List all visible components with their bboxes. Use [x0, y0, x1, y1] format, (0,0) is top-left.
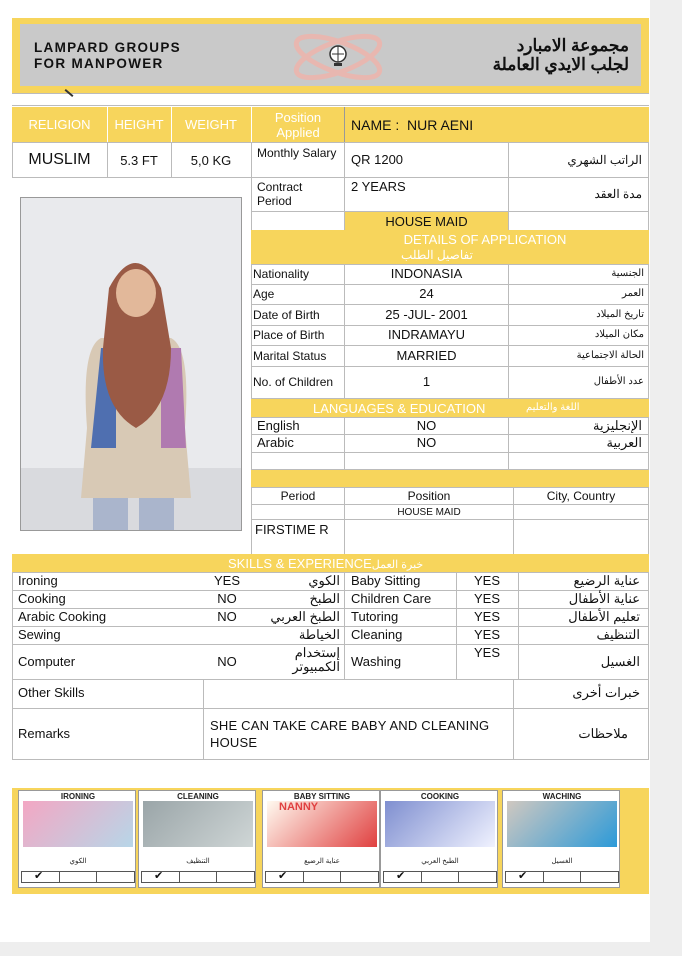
skill-value: YES — [473, 645, 500, 660]
skill-card-cooking — [380, 790, 498, 888]
exp-period-label: Period — [280, 489, 316, 503]
detail-ar: مكان الميلاد — [594, 329, 644, 340]
languages-title-ar: اللغة والتعليم — [526, 402, 580, 413]
checkbox-cell[interactable] — [459, 872, 496, 882]
applicant-photo — [20, 197, 242, 531]
experience-spacer — [251, 470, 649, 487]
skill-card-title: IRONING — [60, 792, 96, 801]
exp-period-value: FIRSTIME R — [255, 522, 329, 537]
checkbox-cell[interactable] — [544, 872, 582, 882]
checkbox-row — [141, 871, 255, 883]
detail-value: 25 -JUL- 2001 — [385, 306, 468, 322]
skill-label: Cleaning — [351, 627, 403, 642]
position-applied-label: Position Applied — [274, 109, 322, 140]
skill-ar: الغسيل — [600, 653, 640, 669]
skill-ar: عناية الأطفال — [568, 591, 640, 606]
skill-card-ar: الغسيل — [551, 858, 573, 865]
name-value: NUR AENI — [407, 116, 474, 133]
skill-card-waching — [502, 790, 620, 888]
religion-value: MUSLIM — [28, 151, 91, 168]
exp-city-label: City, Country — [546, 489, 616, 503]
height-value: 5.3 FT — [120, 152, 158, 168]
details-title-ar: تفاصيل الطلب — [401, 248, 473, 262]
other-skills-label: Other Skills — [18, 685, 85, 700]
languages-title-en: LANGUAGES & EDUCATION — [313, 401, 486, 416]
detail-value: 24 — [419, 286, 434, 301]
skill-card-ar: الكوي — [69, 858, 87, 865]
language-value: NO — [416, 435, 437, 450]
salary-ar: الراتب الشهري — [567, 153, 642, 167]
cleaning-photo — [143, 801, 253, 847]
skill-label: Computer — [18, 653, 76, 669]
remarks-label: Remarks — [18, 726, 71, 741]
language-value: NO — [416, 418, 437, 433]
skill-value: YES — [473, 573, 500, 588]
name-field: NAME : NUR AENI — [351, 116, 474, 133]
checkbox-cell[interactable] — [506, 872, 544, 882]
check-icon: ✔ — [278, 870, 288, 882]
skill-card-sub: NANNY — [279, 801, 319, 813]
language-label: Arabic — [257, 435, 294, 450]
skill-card-title: WACHING — [542, 792, 582, 801]
detail-value: INDRAMAYU — [387, 327, 466, 342]
weight-value: 5,0 KG — [190, 152, 232, 168]
skill-ar: إستخدام الكمبيوتر — [292, 645, 340, 674]
checkbox-cell[interactable] — [422, 872, 460, 882]
skill-ar: التنظيف — [596, 627, 640, 642]
skill-ar: الطبخ — [309, 591, 340, 606]
skill-value: NO — [217, 591, 237, 606]
checkbox-cell[interactable] — [97, 872, 134, 882]
weight-label: WEIGHT — [185, 117, 237, 132]
detail-value: 1 — [422, 374, 431, 389]
salary-label: Monthly Salary — [257, 146, 337, 160]
skill-label: Arabic Cooking — [18, 609, 107, 624]
checkbox-cell[interactable] — [60, 872, 98, 882]
checkbox-cell[interactable] — [384, 872, 422, 882]
detail-label: Date of Birth — [253, 307, 320, 322]
checkbox-cell[interactable] — [266, 872, 304, 882]
skill-card-ar: عناية الرضيع — [304, 858, 340, 865]
skill-value: YES — [473, 609, 500, 624]
checkbox-cell[interactable] — [22, 872, 60, 882]
skill-label: Baby Sitting — [351, 573, 421, 588]
check-icon: ✔ — [396, 870, 406, 882]
checkbox-row — [505, 871, 619, 883]
salary-value: QR 1200 — [351, 152, 404, 167]
detail-ar: العمر — [622, 288, 644, 299]
exp-position-value: HOUSE MAID — [397, 507, 461, 518]
height-label: HEIGHT — [114, 117, 164, 132]
skill-card-cleaning — [138, 790, 256, 888]
skill-label: Tutoring — [351, 609, 399, 624]
detail-ar: الجنسية — [611, 268, 644, 279]
skill-card-baby-sitting — [262, 790, 380, 888]
language-ar: العربية — [606, 435, 642, 450]
skill-card-title: COOKING — [420, 792, 460, 801]
detail-label: No. of Children — [253, 375, 334, 389]
check-icon: ✔ — [34, 870, 44, 882]
religion-label: RELIGION — [28, 117, 91, 132]
nanny-photo — [267, 801, 377, 847]
skill-card-ar: التنظيف — [186, 858, 210, 865]
detail-ar: تاريخ الميلاد — [596, 308, 644, 320]
skill-ar: الطبخ العربي — [270, 609, 340, 624]
skill-card-ironing — [18, 790, 136, 888]
check-icon: ✔ — [154, 870, 164, 882]
skills-title: SKILLS & EXPERIENCEخبرة العمل — [228, 556, 424, 571]
header-banner — [12, 18, 649, 94]
checkbox-row — [383, 871, 497, 883]
checkbox-cell[interactable] — [142, 872, 180, 882]
contract-label: Contract Period — [257, 180, 303, 208]
skill-ar: عناية الرضيع — [573, 573, 640, 588]
checkbox-row — [21, 871, 135, 883]
skill-card-title: BABY SITTING — [293, 792, 351, 801]
logo — [288, 32, 388, 82]
skill-ar: الخياطة — [298, 627, 340, 642]
contract-value: 2 YEARS — [351, 179, 406, 194]
checkbox-cell[interactable] — [341, 872, 378, 882]
checkbox-cell[interactable] — [180, 872, 218, 882]
skill-value: YES — [473, 591, 500, 606]
skill-label: Sewing — [18, 627, 61, 642]
skill-label: Cooking — [18, 591, 66, 606]
skill-label: Ironing — [18, 573, 58, 588]
language-ar: الإنجليزية — [592, 418, 642, 433]
position-value: HOUSE MAID — [345, 212, 508, 230]
detail-ar: عدد الأطفال — [593, 376, 644, 387]
skill-value: YES — [473, 627, 500, 642]
check-icon: ✔ — [518, 870, 528, 882]
detail-label: Nationality — [253, 267, 310, 281]
skill-card-title: CLEANING — [177, 792, 219, 801]
skill-ar: تعليم الأطفال — [568, 609, 640, 624]
contract-ar: مدة العقد — [594, 187, 642, 201]
details-title-en: DETAILS OF APPLICATION — [403, 232, 567, 247]
detail-value: INDONASIA — [390, 266, 463, 281]
skill-ar: الكوي — [308, 573, 340, 588]
detail-label: Marital Status — [253, 348, 327, 363]
checkbox-cell[interactable] — [217, 872, 254, 882]
skill-label: Children Care — [351, 591, 432, 606]
cooking-photo — [385, 801, 495, 847]
skill-value: NO — [217, 653, 237, 669]
skill-value: NO — [217, 609, 237, 624]
skill-label: Washing — [351, 653, 402, 669]
detail-label: Place of Birth — [253, 328, 325, 342]
remarks-ar: ملاحظات — [578, 726, 628, 741]
detail-ar: الحالة الاجتماعية — [576, 349, 644, 361]
other-skills-ar: خبرات أخرى — [572, 685, 640, 700]
skill-value: YES — [213, 573, 240, 588]
exp-position-label: Position — [407, 489, 451, 503]
language-label: English — [257, 418, 300, 433]
company-name-ar: مجموعة الامبارد لجلب الايدي العاملة — [492, 36, 629, 74]
washing-photo — [507, 801, 617, 847]
company-name-en: LAMPARD GROUPS FOR MANPOWER — [34, 40, 181, 71]
checkbox-row — [265, 871, 379, 883]
remarks-value: SHE CAN TAKE CARE BABY AND CLEANING HOUSE — [210, 718, 490, 750]
checkbox-cell[interactable] — [581, 872, 618, 882]
checkbox-cell[interactable] — [304, 872, 342, 882]
detail-value: MARRIED — [396, 347, 457, 363]
skill-card-ar: الطبخ العربي — [421, 858, 459, 865]
detail-label: Age — [253, 287, 275, 301]
ironing-photo — [23, 801, 133, 847]
